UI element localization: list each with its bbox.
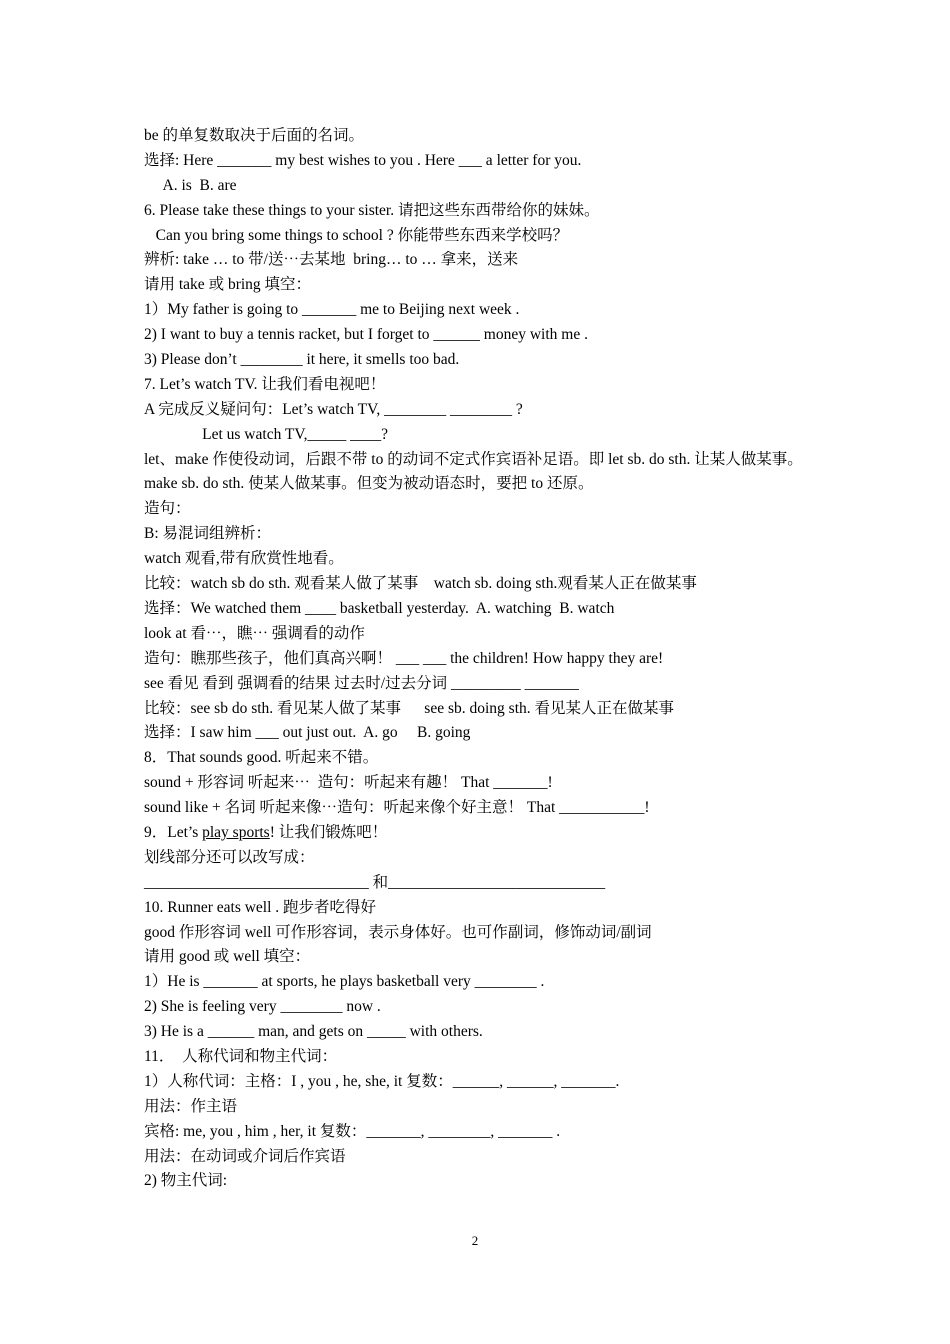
line9-suffix: ! 让我们锻炼吧！ (269, 823, 388, 841)
text-line: Can you bring some things to school ? 你能带些东西来学校吗？ (144, 226, 569, 244)
page-content (144, 124, 824, 1194)
text-line: 请用 take 或 bring 填空： (144, 276, 312, 294)
text-line: 1）人称代词：主格：I , you , he, she, it 复数：______, ______, _______. (144, 1072, 620, 1090)
text-line: 11． 人称代词和物主代词： (144, 1047, 338, 1065)
text-line: 选择：We watched them ____ basketball yesterday. A. watching B. watch (144, 599, 615, 617)
text-line: look at 看⋯，瞧⋯ 强调看的动作 (144, 624, 365, 642)
text-line: good 作形容词 well 可作形容词，表示身体好。也可作副词，修饰动词/副词 (144, 923, 652, 941)
line9-prefix: 9．Let’s (144, 823, 203, 841)
text-line: 1）My father is going to _______ me to Beijing next week . (144, 301, 520, 319)
text-line: A. is B. are (144, 176, 237, 194)
text-line: 比较：watch sb do sth. 观看某人做了某事 watch sb. doing sth.观看某人正在做某事 (144, 575, 697, 593)
text-line: 6. Please take these things to your sister. 请把这些东西带给你的妹妹。 (144, 201, 600, 219)
page-number: 2 (471, 1233, 479, 1248)
text-line: 宾格: me, you , him , her, it 复数：_______, ________, _______ . (144, 1122, 561, 1140)
text-line: see 看见 看到 强调看的结果 过去时/过去分词 _________ _______ (144, 674, 579, 692)
text-line: 7. Let’s watch TV. 让我们看电视吧！ (144, 375, 386, 393)
text-line: watch 观看,带有欣赏性地看。 (144, 550, 344, 568)
text-line: 3) He is a ______ man, and gets on _____ with others. (144, 1023, 483, 1041)
text-line: 2) 物主代词: (144, 1172, 228, 1190)
text-line: 造句：瞧那些孩子，他们真高兴啊！ ___ ___ the children! How happy they are! (144, 649, 664, 667)
text-line: 造句： (144, 500, 191, 518)
text-line: make sb. do sth. 使某人做某事。但变为被动语态时，要把 to 还原。 (144, 475, 594, 493)
text-line: 划线部分还可以改写成： (144, 848, 315, 866)
text-line: 2) I want to buy a tennis racket, but I forget to ______ money with me . (144, 326, 588, 344)
text-line: 8．That sounds good. 听起来不错。 (144, 749, 379, 767)
text-block-3 (144, 846, 824, 1194)
text-line: 用法：在动词或介词后作宾语 (144, 1147, 346, 1165)
text-line: _____________________________ 和____________________________ (144, 873, 606, 891)
text-line: sound like + 名词 听起来像⋯造句：听起来像个好主意！ That ___________! (144, 799, 650, 817)
text-line: Let us watch TV,_____ ____? (144, 425, 388, 443)
text-line: 用法：作主语 (144, 1097, 238, 1115)
text-line: 比较：see sb do sth. 看见某人做了某事 see sb. doing sth. 看见某人正在做某事 (144, 699, 675, 717)
text-line: B: 易混词组辨析： (144, 525, 272, 543)
text-line: 选择: Here _______ my best wishes to you . Here ___ a letter for you. (144, 151, 582, 169)
text-line: A 完成反义疑问句：Let’s watch TV, ________ ________ ? (144, 400, 523, 418)
text-line: 1）He is _______ at sports, he plays basketball very ________ . (144, 973, 545, 991)
text-line: 3) Please don’t ________ it here, it smells too bad. (144, 351, 460, 369)
underlined-phrase: play sports (202, 823, 270, 841)
text-line: 10. Runner eats well . 跑步者吃得好 (144, 898, 377, 916)
text-block-1 (144, 124, 824, 448)
text-line-let-make: let、make 作使役动词，后跟不带 to 的动词不定式作宾语补足语。即 let sb. do sth. 让某人做某事。 (144, 450, 803, 468)
text-line: 选择：I saw him ___ out just out. A. go B. going (144, 724, 471, 742)
text-line: be 的单复数取决于后面的名词。 (144, 127, 365, 144)
text-line: sound + 形容词 听起来⋯ 造句：听起来有趣！ That _______! (144, 774, 553, 792)
text-line: 请用 good 或 well 填空： (144, 948, 311, 966)
text-block-2 (144, 472, 824, 820)
text-line-play-sports (144, 821, 824, 846)
text-line: 2) She is feeling very ________ now . (144, 998, 381, 1016)
text-line: 辨析: take … to 带/送⋯去某地 bring… to … 拿来，送来 (144, 251, 519, 269)
